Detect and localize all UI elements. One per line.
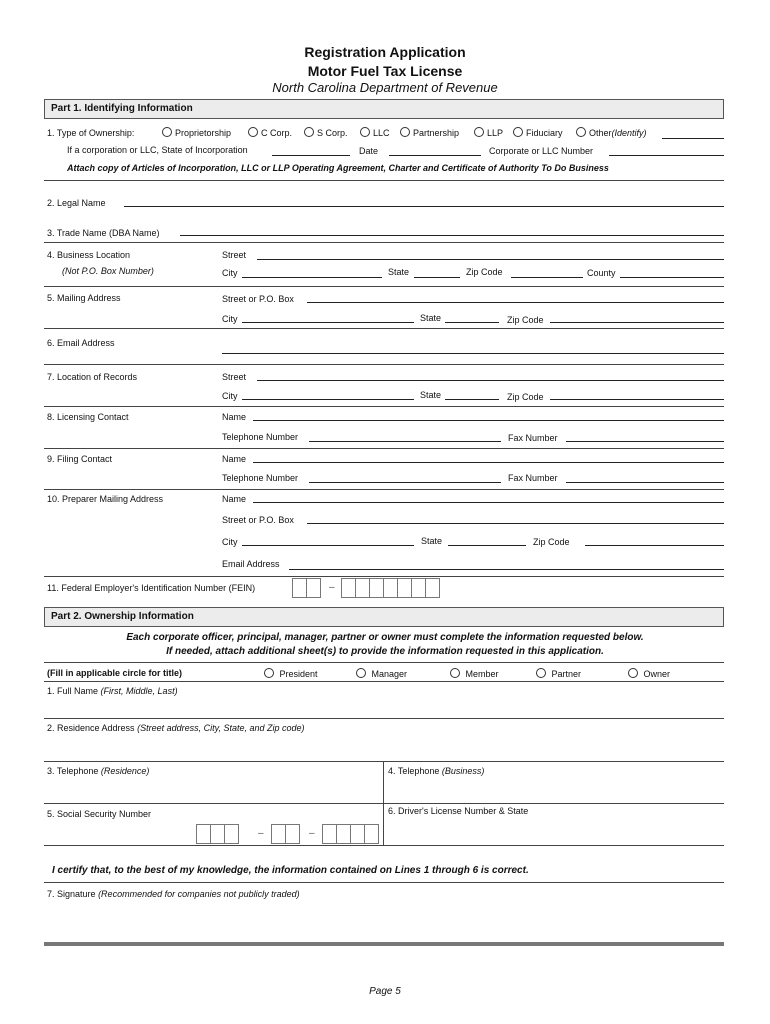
name-label: Name [222,454,247,464]
city-label: City [222,537,238,547]
radio-circle-icon [450,668,460,678]
street-label: Street [222,372,247,382]
page-number: Page 5 [369,986,401,997]
city-label: City [222,268,238,278]
full-name-field[interactable] [44,718,724,719]
phone-label: Telephone Number [222,473,299,483]
dash-separator: – [309,828,315,839]
ssn-area-boxes[interactable] [196,824,238,844]
state-label: State [420,390,442,400]
radio-llp[interactable] [474,127,503,138]
divider [44,882,724,883]
radio-circle-icon [360,127,370,137]
option-label: Manager [371,669,408,679]
label-text: 1. Full Name [47,686,99,696]
option-label: Other [589,128,612,138]
certification-statement: I certify that, to the best of my knowledge, the information contained on Lines 1 through 6 is correct. [52,865,529,876]
dash-separator: – [329,582,335,593]
city-label: City [222,314,238,324]
fein-prefix-boxes[interactable] [292,578,320,598]
option-label: Member [465,669,499,679]
digit-box[interactable] [383,578,398,598]
radio-circle-icon [536,668,546,678]
radio-proprietorship[interactable] [162,127,231,138]
digit-box[interactable] [210,824,225,844]
label-note: (Residence) [100,766,150,776]
name-label: Name [222,412,247,422]
preparer-zip-field[interactable] [585,545,724,546]
digit-box[interactable] [341,578,356,598]
label-note: (Business) [441,766,485,776]
radio-s-corp[interactable] [304,127,348,138]
preparer-label: 10. Preparer Mailing Address [47,494,164,504]
divider [44,286,724,287]
part2-instructions-1: Each corporate officer, principal, manager, partner or owner must complete the information requested below. [126,632,644,643]
filing-fax-field[interactable] [566,482,724,483]
records-state-field[interactable] [445,399,499,400]
radio-circle-icon [248,127,258,137]
digit-box[interactable] [306,578,321,598]
attach-instructions: Attach copy of Articles of Incorporation, LLC or LLP Operating Agreement, Charter and Certificate of Authority To Do Business [67,163,609,173]
label-note: (First, Middle, Last) [100,686,178,696]
business-phone-label [388,766,484,776]
digit-box[interactable] [369,578,384,598]
business-location-label: 4. Business Location [47,250,131,260]
email-label: 6. Email Address [47,338,115,348]
digit-box[interactable] [285,824,300,844]
email-address-label: Email Address [222,559,280,569]
licensing-contact-label: 8. Licensing Contact [47,412,129,422]
zip-label: Zip Code [533,537,570,547]
residence-address-field[interactable] [44,761,724,762]
radio-circle-icon [264,668,274,678]
digit-box[interactable] [292,578,307,598]
department-name: North Carolina Department of Revenue [272,80,498,95]
drivers-license-label: 6. Driver's License Number & State [388,806,529,816]
radio-member[interactable] [450,668,499,679]
residence-phone-label [47,766,149,776]
fein-label: 11. Federal Employer's Identification Number (FEIN) [47,583,256,593]
radio-circle-icon [628,668,638,678]
records-zip-field[interactable] [550,399,724,400]
full-name-label [47,686,178,696]
mailing-state-field[interactable] [445,322,499,323]
radio-president[interactable] [264,668,318,679]
dash-separator: – [258,828,264,839]
licensing-name-field[interactable] [253,420,724,421]
radio-circle-icon [474,127,484,137]
mailing-zip-field[interactable] [550,322,724,323]
zip-label: Zip Code [507,392,544,402]
ownership-type-label: 1. Type of Ownership: [47,128,135,138]
mailing-city-field[interactable] [242,322,414,323]
form-subtitle: Motor Fuel Tax License [307,63,463,79]
divider [44,681,724,682]
radio-owner[interactable] [628,668,670,679]
option-label: C Corp. [261,128,293,138]
records-city-field[interactable] [242,399,414,400]
city-label: City [222,391,238,401]
radio-other[interactable] [576,127,647,138]
radio-partner[interactable] [536,668,581,679]
zip-label: Zip Code [507,315,544,325]
digit-box[interactable] [322,824,337,844]
option-label: S Corp. [317,128,348,138]
residence-address-label [47,723,305,733]
date-field[interactable] [389,155,481,156]
label-note: (Street address, City, State, and Zip code) [137,723,305,733]
radio-llc[interactable] [360,127,390,138]
radio-circle-icon [162,127,172,137]
digit-box[interactable] [224,824,239,844]
option-label: President [279,669,318,679]
digit-box[interactable] [355,578,370,598]
divider [44,489,724,490]
label-note: (Recommended for companies not publicly traded) [98,889,300,899]
divider [44,406,724,407]
corp-number-field[interactable] [609,155,724,156]
option-label: Owner [643,669,671,679]
digit-box[interactable] [364,824,379,844]
preparer-name-field[interactable] [253,502,724,503]
mailing-street-field[interactable] [307,302,724,303]
licensing-phone-field[interactable] [309,441,501,442]
digit-box[interactable] [350,824,365,844]
fax-label: Fax Number [508,433,558,443]
option-label: LLC [373,128,390,138]
title-fill-label: (Fill in applicable circle for title) [47,668,183,678]
corp-number-label: Corporate or LLC Number [489,146,594,156]
radio-circle-icon [400,127,410,137]
licensing-fax-field[interactable] [566,441,724,442]
label-text: 3. Telephone [47,766,99,776]
records-location-label: 7. Location of Records [47,372,138,382]
label-text: 7. Signature [47,889,96,899]
digit-box[interactable] [271,824,286,844]
preparer-street-field[interactable] [307,523,724,524]
label-text: 4. Telephone [388,766,440,776]
records-street-field[interactable] [257,380,724,381]
option-sublabel: (Identify) [611,128,647,138]
option-label: Partnership [413,128,460,138]
ssn-label: 5. Social Security Number [47,809,152,819]
part1-header [44,99,724,119]
legal-name-label: 2. Legal Name [47,198,106,208]
signature-field[interactable] [44,942,724,946]
business-zip-field[interactable] [511,277,583,278]
date-label: Date [359,146,379,156]
divider [44,662,724,663]
radio-partnership[interactable] [400,127,459,138]
email-field[interactable] [222,353,724,354]
mailing-address-label: 5. Mailing Address [47,293,121,303]
state-label: State [388,267,410,277]
fein-suffix-boxes[interactable] [341,578,439,598]
name-label: Name [222,494,247,504]
part1-heading: Part 1. Identifying Information [51,103,193,114]
business-street-field[interactable] [257,259,724,260]
digit-box[interactable] [336,824,351,844]
business-city-field[interactable] [242,277,382,278]
option-label: LLP [487,128,504,138]
county-label: County [587,268,616,278]
street-label: Street [222,250,247,260]
state-inc-label: If a corporation or LLC, State of Incorporation [67,145,248,155]
digit-box[interactable] [411,578,426,598]
filing-contact-label: 9. Filing Contact [47,454,113,464]
radio-fiduciary[interactable] [513,127,563,138]
part2-heading: Part 2. Ownership Information [51,611,194,622]
divider [44,845,724,846]
divider [44,576,724,577]
ssn-group-boxes[interactable] [271,824,299,844]
state-label: State [421,536,443,546]
option-label: Fiduciary [526,128,563,138]
radio-circle-icon [513,127,523,137]
trade-name-field[interactable] [180,235,724,236]
radio-circle-icon [304,127,314,137]
divider [44,364,724,365]
state-label: State [420,313,442,323]
street-po-label: Street or P.O. Box [222,294,294,304]
filing-phone-field[interactable] [309,482,501,483]
part2-header [44,607,724,627]
other-ownership-field[interactable] [662,138,724,139]
digit-box[interactable] [425,578,440,598]
preparer-state-field[interactable] [448,545,526,546]
preparer-email-field[interactable] [289,569,724,570]
state-inc-field[interactable] [272,155,350,156]
legal-name-field[interactable] [124,206,724,207]
divider [44,448,724,449]
business-county-field[interactable] [620,277,724,278]
part2-instructions-2: If needed, attach additional sheet(s) to provide the information requested in this application. [166,646,604,657]
phone-fields-bottom[interactable] [44,803,724,804]
zip-label: Zip Code [466,267,503,277]
divider [44,328,724,329]
digit-box[interactable] [196,824,211,844]
divider [44,242,724,243]
phone-label: Telephone Number [222,432,299,442]
filing-name-field[interactable] [253,462,724,463]
ssn-serial-boxes[interactable] [322,824,378,844]
fax-label: Fax Number [508,473,558,483]
signature-label [47,889,300,899]
radio-circle-icon [576,127,586,137]
business-state-field[interactable] [414,277,460,278]
digit-box[interactable] [397,578,412,598]
radio-c-corp[interactable] [248,127,292,138]
divider [44,180,724,181]
radio-circle-icon [356,668,366,678]
preparer-city-field[interactable] [242,545,414,546]
business-location-note: (Not P.O. Box Number) [62,266,154,276]
street-po-label: Street or P.O. Box [222,515,294,525]
trade-name-label: 3. Trade Name (DBA Name) [47,228,160,238]
option-label: Partner [551,669,582,679]
label-text: 2. Residence Address [47,723,135,733]
form-title: Registration Application [304,44,466,60]
option-label: Proprietorship [175,128,232,138]
radio-manager[interactable] [356,668,407,679]
